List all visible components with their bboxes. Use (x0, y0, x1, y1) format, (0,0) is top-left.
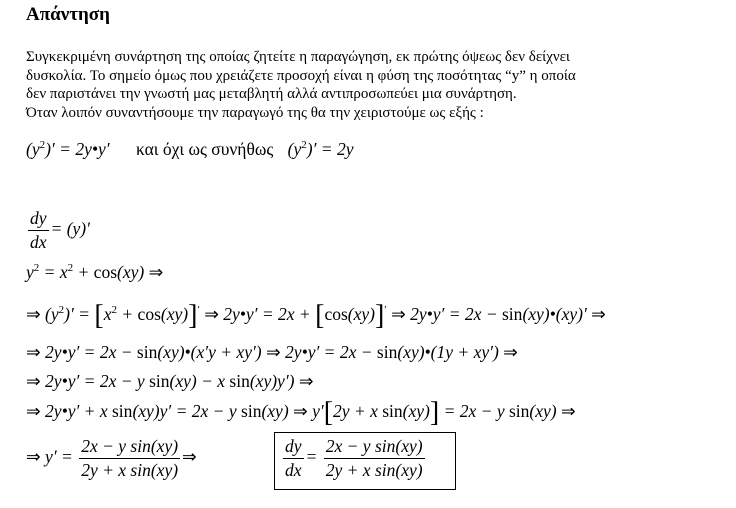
equation-dydx: $\frac{dy}{dx}$ = (y)′ (30, 208, 90, 252)
fraction-final-answer: $\frac{\text{2x − y sin(xy)}}{\text{2y + x sin(xy)}}$ (325, 436, 423, 480)
explanation-paragraph (26, 48, 726, 122)
fraction-result: $\frac{\text{2x − y sin(xy)}}{\text{2y + x sin(xy)}}$ (81, 436, 179, 480)
paragraph-line: Όταν λοιπόν συναντήσουμε την παραγωγό της θα την χειριστούμε ως εξής : (26, 104, 484, 121)
fraction-dydx: $\frac{dy}{dx}$ (30, 208, 47, 252)
rule-connector: και όχι ως συνήθως (135, 139, 274, 159)
fraction-dydx-final: $\frac{dy}{dx}$ (285, 436, 302, 480)
paragraph-line: δεν παριστάνει την γνωστή μας μεταβλητή αλλά αντιπροσωπεύει μια συνάρτηση. (26, 86, 517, 102)
equation-given: $y^2 = x^2 + \cos(xy)$ ⇒ (26, 262, 164, 282)
final-answer-box: $\frac{dy}{dx}$ = $\frac{\text{2x − y sin(xy)}}{\text{2y + x sin(xy)}}$ (274, 432, 456, 490)
equation-step-1: ⇒ $(y^2)' = [x^2 + \cos(xy)]'$ ⇒ 2y•y′ = 2x + [cos(xy)]′ ⇒ 2y•y′ = 2x − sin(xy)•(xy)′ ⇒ (26, 300, 606, 331)
paragraph-line: Συγκεκριμένη συνάρτηση της οποίας ζητείτε η παραγώγηση, εκ πρώτης όψεως δεν δείχνει (26, 49, 570, 65)
answer-heading: Απάντηση (26, 4, 110, 25)
equation-step-4: ⇒ 2y•y′ + x sin(xy)y′ = 2x − y sin(xy) ⇒ y′[2y + x sin(xy)] = 2x − y sin(xy) ⇒ (26, 397, 576, 428)
derivative-rule-line: $(y^2)'$ = 2y•y′ και όχι ως συνήθως $(y^2)' = 2y$ (26, 139, 354, 159)
paragraph-line: δυσκολία. Το σημείο όμως που χρειάζετε προσοχή είναι η φύση της ποσότητας “y” η οποία (26, 67, 576, 84)
equation-result: ⇒ y′ = $\frac{\text{2x − y sin(xy)}}{\text{2y + x sin(xy)}}$ ⇒ (26, 436, 197, 480)
equation-step-3: ⇒ 2y•y′ = 2x − y sin(xy) − x sin(xy)y′) ⇒ (26, 371, 314, 391)
equation-step-2: ⇒ 2y•y′ = 2x − sin(xy)•(x′y + xy′) ⇒ 2y•y′ = 2x − sin(xy)•(1y + xy′) ⇒ (26, 342, 518, 362)
